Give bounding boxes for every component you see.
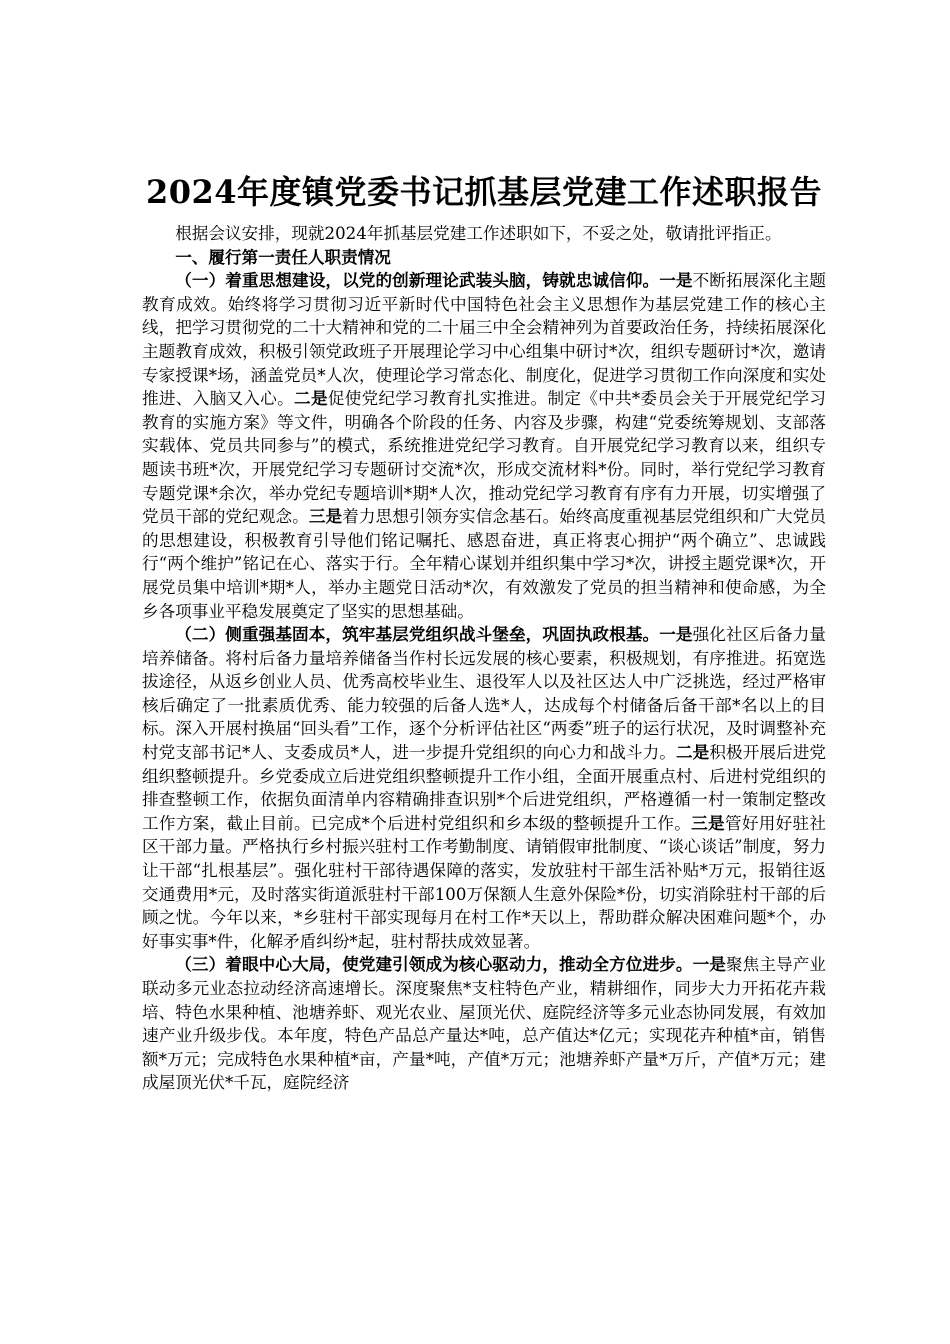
intro-paragraph: 根据会议安排，现就2024年抓基层党建工作述职如下，不妥之处，敬请批评指正。 <box>175 224 782 243</box>
document-title: 2024年度镇党委书记抓基层党建工作述职报告 <box>145 173 823 211</box>
paragraph-2 <box>142 623 826 953</box>
keyword-second: 二是 <box>675 742 710 763</box>
section-heading-1: 一、履行第一责任人职责情况 <box>175 246 391 267</box>
paragraph-2-text-2: 积极开展后进党组织整顿提升。乡党委成立后进党组织整顿提升工作小组，全面开展重点村、后进村党组织的排查整顿工作，依据负面清单内容精确排查识别*个后进党组织，严格遵循一村一策制定整改工作方案，截止目前。已完成*个后进村党组织和乡本级的整顿提升工作。 <box>142 743 827 833</box>
paragraph-2-heading: （二）侧重强基固本，筑牢基层党组织战斗堡垒，巩固执政根基。 <box>175 624 660 645</box>
keyword-first: 一是 <box>659 624 693 645</box>
keyword-third: 三是 <box>308 506 343 527</box>
paragraph-3-text-1: 聚焦主导产业联动多元业态拉动经济高速增长。深度聚焦*支柱特色产业，精耕细作，同步大力开拓花卉栽培、特色水果种植、池塘养虾、观光农业、屋顶光伏、庭院经济等多元业态协同发展，有效加速产业升级步伐。本年度，特色产品总产量达*吨，总产值达*亿元；实现花卉种植*亩，销售额*万元；完成特色水果种植*亩，产量*吨，产值*万元；池塘养虾产量*万斤，产值*万元；建成屋顶光伏*千瓦，庭院经济 <box>142 955 827 1093</box>
paragraph-1-text-3: 着力思想引领夯实信念基石。始终高度重视基层党组织和广大党员的思想建设，积极教育引导他们铭记嘱托、感恩奋进，真正将衷心拥护“两个确立”、忠诚践行“两个维护”铭记在心、落实于行。全年精心谋划并组织集中学习*次，讲授主题党课*次，开展党员集中培训*期*人，举办主题党日活动*次，有效激发了党员的担当精神和使命感，为全乡各项事业平稳发展奠定了坚实的思想基础。 <box>142 507 827 621</box>
keyword-first: 一是 <box>692 954 726 975</box>
paragraph-1-text-2: 促使党纪学习教育扎实推进。制定《中共*委员会关于开展党纪学习教育的实施方案》等文件，明确各个阶段的任务、内容及步骤，构建“党委统筹规划、支部落实载体、党员共同参与”的模式，系统推进党纪学习教育。自开展党纪学习教育以来，组织专题读书班*次，开展党纪学习专题研讨交流*次，形成交流材料*份。同时，举行党纪学习教育专题党课*余次，举办党纪专题培训*期*人次，推动党纪学习教育有序有力开展，切实增强了党员干部的党纪观念。 <box>142 389 827 527</box>
paragraph-1-text-1: 不断拓展深化主题教育成效。始终将学习贯彻习近平新时代中国特色社会主义思想作为基层党建工作的核心主线，把学习贯彻党的二十大精神和党的二十届三中全会精神列为首要政治任务，持续拓展深化主题教育成效，积极引领党政班子开展理论学习中心组集中研讨*次，组织专题研讨*次，邀请专家授课*场，涵盖党员*人次，使理论学习常态化、制度化，促进学习贯彻工作向深度和实处推进、入脑又入心。 <box>142 271 827 409</box>
paragraph-3-heading: （三）着眼中心大局，使党建引领成为核心驱动力，推动全方位进步。 <box>175 954 693 975</box>
keyword-second: 二是 <box>294 388 328 409</box>
keyword-third: 三是 <box>691 812 725 833</box>
document-page <box>142 170 826 1095</box>
paragraph-2-text-1: 强化社区后备力量培养储备。将村后备力量培养储备当作村长远发展的核心要素，积极规划，有序推进。拓宽选拔途径，从返乡创业人员、优秀高校毕业生、退役军人以及社区达人中广泛挑选，经过严格审核后确定了一批素质优秀、能力较强的后备人选*人，达成每个村储备后备干部*名以上的目标。深入开展村换届“回头看”工作，逐个分析评估社区“两委”班子的运行状况，及时调整补充村党支部书记*人、支委成员*人，进一步提升党组织的向心力和战斗力。 <box>142 625 827 763</box>
paragraph-1-heading: （一）着重思想建设，以党的创新理论武装头脑，铸就忠诚信仰。 <box>175 270 660 291</box>
paragraph-1 <box>142 269 826 623</box>
keyword-first: 一是 <box>659 270 693 291</box>
paragraph-2-text-3: 管好用好驻社区干部力量。严格执行乡村振兴驻村工作考勤制度、请销假审批制度、“谈心谈话”制度，努力让干部“扎根基层”。强化驻村干部待遇保障的落实，发放驻村干部生活补贴*万元，报销往返交通费用*元，及时落实街道派驻村干部100万保额人生意外保险*份，切实消除驻村干部的后顾之忧。今年以来，*乡驻村干部实现每月在村工作*天以上，帮助群众解决困难问题*个，办好事实事*件，化解矛盾纠纷*起，驻村帮扶成效显著。 <box>142 813 827 951</box>
paragraph-3 <box>142 953 826 1095</box>
